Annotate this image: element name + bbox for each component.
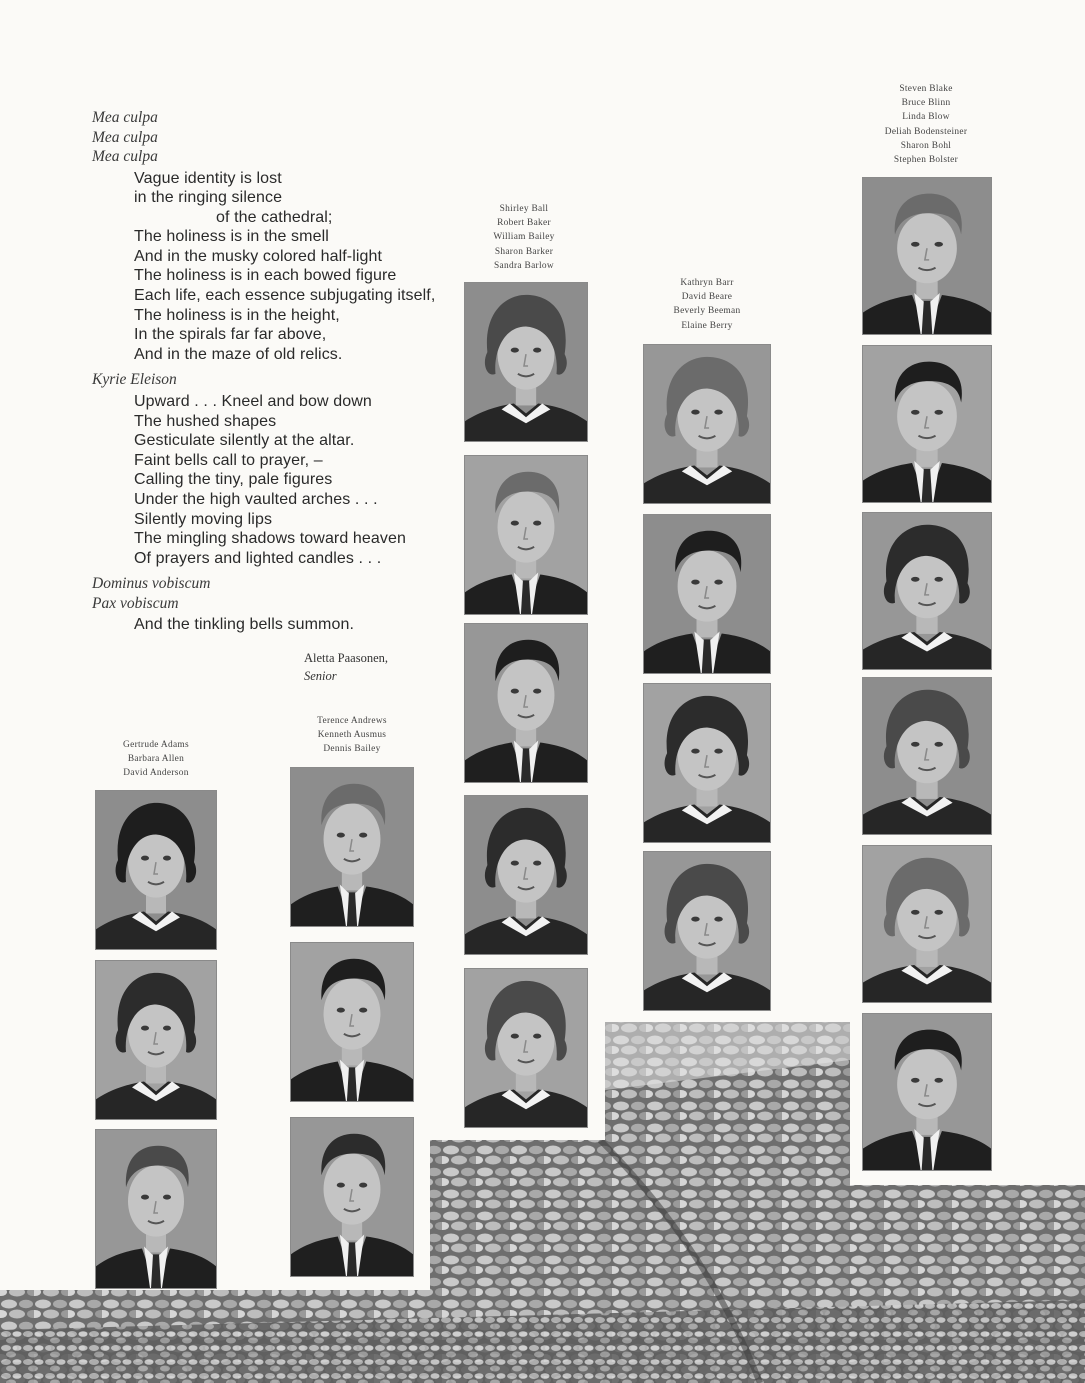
student-name: Deliah Bodensteiner [884,126,968,137]
student-portrait [862,512,992,670]
latin-line: Dominus vobiscum [92,575,211,593]
poem-line: The hushed shapes [134,412,277,430]
poem-line: And in the maze of old relics. [134,345,343,363]
student-portrait [95,960,217,1120]
latin-line: Mea culpa [92,148,158,165]
poem-line: Vague identity is lost [134,169,282,187]
student-portrait [464,282,588,442]
poem-line: of the cathedral; [216,208,333,226]
poem-line: The holiness is in the height, [134,306,340,324]
author-role: Senior [304,669,337,683]
student-name: Sharon Barker [494,246,554,257]
student-name: Linda Blow [902,112,950,123]
student-name: Robert Baker [497,218,551,229]
student-portrait [95,790,217,950]
student-name: Sandra Barlow [494,260,554,271]
names-caption-col4 [644,276,770,333]
student-portrait [464,968,588,1128]
latin-line: Mea culpa [92,128,158,146]
names-caption-col3 [464,202,584,273]
poem-line: And the tinkling bells summon. [134,616,354,634]
student-portrait [643,851,771,1011]
student-portrait [290,942,414,1102]
poem-line: Upward . . . Kneel and bow down [134,392,372,410]
poem [92,108,472,641]
student-portrait [290,1117,414,1277]
student-portrait [862,177,992,335]
author-name: Aletta Paasonen, [304,651,389,665]
poem-attribution [304,649,388,685]
names-caption-col2 [292,714,412,757]
poem-line: The holiness is in the smell [134,228,329,246]
latin-line: Kyrie Eleison [92,371,177,389]
poem-line: Under the high vaulted arches . . . [134,490,378,508]
poem-line: In the spirals far far above, [134,326,327,344]
student-portrait [862,345,992,503]
student-name: Barbara Allen [127,754,185,765]
student-name: Kenneth Ausmus [317,730,387,741]
poem-line: in the ringing silence [134,189,283,207]
student-portrait [464,795,588,955]
poem-line: The holiness is in each bowed figure [134,267,397,285]
names-caption-col1 [96,738,216,781]
student-name: Steven Blake [899,84,953,94]
poem-line: Calling the tiny, pale figures [134,471,333,489]
student-portrait [643,514,771,674]
student-name: Gertrude Adams [123,740,189,750]
poem-line: Each life, each essence subjugating itself, [134,287,436,305]
student-name: Elaine Berry [681,320,733,331]
student-portrait [643,683,771,843]
student-portrait [464,623,588,783]
student-name: Shirley Ball [499,204,549,214]
student-portrait [862,677,992,835]
names-caption-col5 [862,82,990,167]
student-name: Kathryn Barr [680,278,734,288]
student-name: Terence Andrews [317,716,387,726]
student-name: Bruce Blinn [901,98,951,109]
poem-line: Gesticulate silently at the altar. [134,432,355,450]
student-name: Beverly Beeman [673,306,741,317]
student-portrait [643,344,771,504]
poem-line: The mingling shadows toward heaven [134,530,407,548]
student-portrait [464,455,588,615]
student-name: Sharon Bohl [900,140,952,151]
poem-line: And in the musky colored half-light [134,247,383,265]
student-portrait [95,1129,217,1289]
student-name: Stephen Bolster [893,155,959,166]
student-name: David Anderson [123,768,189,779]
poem-line: Of prayers and lighted candles . . . [134,549,382,567]
latin-line: Pax vobiscum [92,594,179,612]
latin-line: Mea culpa [92,109,158,126]
student-portrait [862,1013,992,1171]
student-portrait [290,767,414,927]
student-name: Dennis Bailey [323,744,381,755]
student-name: David Beare [681,292,733,303]
student-portrait [862,845,992,1003]
student-name: William Bailey [493,232,555,243]
poem-line: Faint bells call to prayer, – [134,451,323,469]
poem-line: Silently moving lips [134,510,273,528]
